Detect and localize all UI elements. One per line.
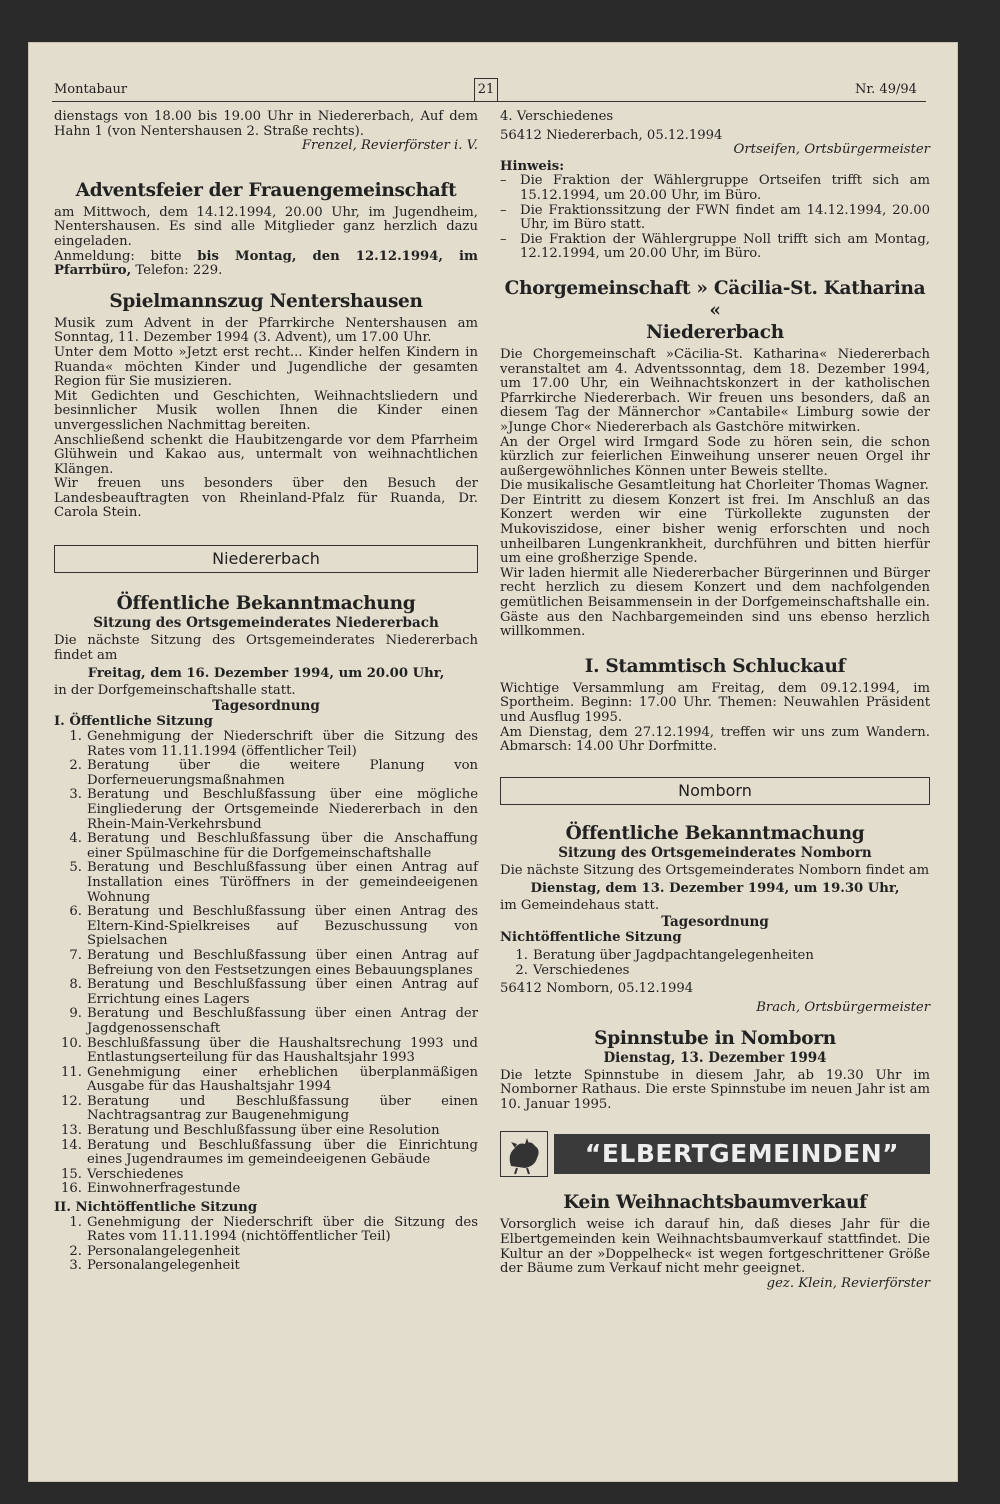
hinweis-text: Die Fraktion der Wählergruppe Noll trifft sich am Montag, 12.12.1994, um 20.00 Uhr, im Büro. [520, 231, 930, 262]
agenda-item-number: 1. [69, 1214, 82, 1230]
chor-p1: Die Chorgemeinschaft »Cäcilia-St. Katharina« Niedererbach veranstaltet am 4. Adventssonntag, dem 18. Dezember 1994, um 17.00 Uhr, ein Weihnachtskonzert in der katholischen Pfarrkirche Niedererbach. Wir freuen uns besonders, daß an diesem Tag der Männerchor »Cantabile« Limburg sowie der »Junge Chor« Niedererbach als Gastchöre mitwirken. [500, 346, 930, 435]
chor-title: Chorgemeinschaft » Cäcilia-St. Katharina « [504, 277, 926, 321]
agenda-item-number: 12. [61, 1093, 82, 1109]
spinnstube-text: Die letzte Spinnstube in diesem Jahr, ab 19.30 Uhr im Nomborner Rathaus. Die erste Spinnstube im neuen Jahr ist am 10. Januar 1995. [500, 1067, 930, 1112]
page-number: 21 [474, 78, 498, 102]
agenda-item-number: 1. [69, 729, 82, 745]
banner-title: “ELBERTGEMEINDEN” [554, 1134, 930, 1174]
agenda-item-number: 11. [61, 1064, 82, 1080]
agenda-item-text: Einwohnerfragestunde [87, 1181, 241, 1197]
nomborn-place-date: 56412 Nomborn, 05.12.1994 [500, 981, 694, 997]
agenda-item-text: Beratung über die weitere Planung von Dorferneuerungsmaßnahmen [87, 758, 478, 788]
frauen-text: am Mittwoch, dem 14.12.1994, 20.00 Uhr, im Jugendheim, Nentershausen. Es sind alle Mitglieder ganz herzlich dazu eingeladen. [54, 204, 478, 249]
agenda-item-text: Genehmigung der Niederschrift über die Sitzung des Rates vom 11.11.1994 (nichtöffentlicher Teil) [87, 1214, 478, 1245]
agenda-item-number: 14. [61, 1137, 82, 1153]
agenda-item-text: Personalangelegenheit [87, 1258, 240, 1274]
agenda-item [54, 949, 478, 978]
issue-number: Nr. 49/94 [855, 82, 917, 97]
chor-p4: Der Eintritt zu diesem Konzert ist frei. Im Anschluß an das Konzert werden wir eine Türkollekte zugunsten der Mukoviszidose, einer bisher wenig erforschten und noch unheilbaren Lungenkrankheit, durchführen und bitten hierfür um eine großherzige Spende. [500, 492, 930, 567]
nomborn-bekanntmachung-title: Öffentliche Bekanntmachung [565, 822, 865, 844]
hinweis-item [500, 174, 930, 203]
spielmann-p2: Unter dem Motto »Jetzt erst recht... Kinder helfen Kindern in Ruanda« möchten Kinder und Jugendliche der gesamten Region für Sie musizieren. [54, 344, 478, 390]
spielmann-title: Spielmannszug Nentershausen [109, 290, 423, 312]
chor-p3: Die musikalische Gesamtleitung hat Chorleiter Thomas Wagner. [500, 478, 929, 494]
weihnacht-signature: gez. Klein, Revierförster [766, 1275, 930, 1291]
agenda-item-text: Personalangelegenheit [87, 1243, 240, 1259]
weihnacht-text: Vorsorglich weise ich darauf hin, daß dieses Jahr für die Elbertgemeinden kein Weihnachtsbaumverkauf stattfindet. Die Kultur an der »Doppelheck« ist wegen fortgeschrittener Größe der Bäume zum Verkauf nicht mehr geeignet. [500, 1217, 930, 1277]
agenda-item-number: 16. [61, 1181, 82, 1197]
agenda-item-number: 15. [61, 1166, 82, 1182]
nomborn-agenda-list [500, 949, 930, 978]
agenda-item [54, 1245, 478, 1260]
agenda-item [54, 1066, 478, 1095]
stammtisch-title: I. Stammtisch Schluckauf [584, 655, 846, 677]
bekanntmachung-text: Die nächste Sitzung des Ortsgemeinderates Niedererbach findet am [54, 633, 478, 663]
rooster-logo-icon [500, 1131, 548, 1177]
agenda-item [500, 949, 930, 964]
agenda-item-number: 10. [61, 1035, 82, 1051]
nomborn-place: im Gemeindehaus statt. [500, 897, 660, 913]
nomborn-text: Die nächste Sitzung des Ortsgemeinderates Nomborn findet am [500, 862, 930, 878]
agenda-item-number: 6. [69, 904, 82, 920]
agenda-item-text: Beschlußfassung über die Haushaltsrechung 1993 und Entlastungserteilung für das Haushaltsjahr 1993 [87, 1035, 478, 1066]
bekanntmachung-title: Öffentliche Bekanntmachung [116, 593, 416, 615]
header-location: Montabaur [54, 82, 128, 97]
dash-icon: – [500, 202, 507, 218]
agenda-item-number: 7. [69, 947, 82, 963]
agenda-item-number: 4. [69, 831, 82, 847]
agenda-item-text: Beratung und Beschlußfassung über die Einrichtung eines Jugendraumes im gemeindeeigenen Gebäude [87, 1137, 478, 1168]
agenda-item-text: Beratung über Jagdpachtangelegenheiten [533, 948, 814, 964]
agenda-item-number: 9. [69, 1006, 82, 1022]
agenda-item [54, 905, 478, 949]
agenda-item [54, 1182, 478, 1197]
agenda-item-4: 4. Verschiedenes [500, 109, 614, 124]
hinweis-item [500, 204, 930, 233]
nomborn-signature: Brach, Ortsbürgermeister [756, 999, 930, 1015]
agenda-item [54, 1095, 478, 1124]
agenda-item-number: 1. [515, 948, 528, 964]
intro-text: dienstags von 18.00 bis 19.00 Uhr in Niedererbach, Auf dem Hahn 1 (von Nentershausen 2. Straße rechts). [54, 109, 478, 139]
chor-title-2: Niedererbach [646, 321, 784, 343]
hinweis-item [500, 233, 930, 262]
agenda-item-text: Beratung und Beschlußfassung über einen Antrag der Jagdgenossenschaft [87, 1006, 478, 1036]
frauen-anmeldung: Anmeldung: bitte bis Montag, den 12.12.1994, im Pfarrbüro, Telefon: 229. [54, 248, 479, 279]
nomborn-agenda-title: Tagesordnung [661, 913, 769, 930]
spielmann-p1: Musik zum Advent in der Pfarrkirche Nentershausen am Sonntag, 11. Dezember 1994 (3. Advent), um 17.00 Uhr. [54, 315, 478, 346]
dash-icon: – [500, 231, 507, 247]
agenda-item [54, 1168, 478, 1183]
agenda-item-number: 2. [69, 1243, 82, 1259]
right-column [500, 110, 930, 1291]
bekanntmachung-date: Freitag, dem 16. Dezember 1994, um 20.00 Uhr, [87, 666, 445, 682]
weihnacht-title: Kein Weihnachtsbaumverkauf [563, 1192, 867, 1214]
agenda-item [54, 832, 478, 861]
agenda-item-text: Beratung und Beschlußfassung über einen Nachtragsantrag zur Baugenehmigung [87, 1093, 478, 1124]
agenda-item-text: Beratung und Beschlußfassung über einen Antrag auf Installation eines Türöffners in der gemeindeeigenen Wohnung [87, 860, 478, 905]
hinweis-list [500, 174, 930, 262]
place-date: 56412 Niedererbach, 05.12.1994 [500, 127, 723, 143]
agenda-item [54, 978, 478, 1007]
agenda-item [54, 1216, 478, 1245]
agenda-item-text: Beratung und Beschlußfassung über die Anschaffung einer Spülmaschine für die Dorfgemeinschaftshalle [87, 831, 478, 861]
nomborn-date: Dienstag, dem 13. Dezember 1994, um 19.30 Uhr, [530, 881, 900, 897]
agenda-item [54, 730, 478, 759]
agenda-item-text: Beratung und Beschlußfassung über einen Antrag auf Errichtung eines Lagers [87, 977, 478, 1007]
agenda-item-number: 3. [69, 1258, 82, 1274]
signature: Ortseifen, Ortsbürgermeister [733, 142, 930, 158]
agenda-item-text: Beratung und Beschlußfassung über einen Antrag des Eltern-Kind-Spielkreises auf Bezuschussung von Spielsachen [87, 904, 478, 949]
agenda-list [54, 730, 478, 1197]
agenda-item-text: Beratung und Beschlußfassung über eine Resolution [87, 1123, 440, 1139]
frauen-title: Adventsfeier der Frauengemeinschaft [75, 179, 457, 201]
agenda-item-text: Verschiedenes [533, 962, 630, 978]
hinweis-title: Hinweis: [500, 158, 565, 174]
agenda-item-text: Verschiedenes [87, 1166, 184, 1182]
agenda-item [54, 788, 478, 832]
agenda-item-number: 13. [61, 1123, 82, 1139]
agenda-item [54, 1124, 478, 1139]
hinweis-text: Die Fraktion der Wählergruppe Ortseifen trifft sich am 15.12.1994, um 20.00 Uhr, im Büro. [520, 173, 930, 203]
section-niedererbach: Niedererbach [54, 545, 478, 573]
agenda-item-number: 2. [515, 962, 528, 978]
public-session-title: I. Öffentliche Sitzung [54, 714, 213, 730]
agenda-item [54, 1259, 478, 1274]
agenda-item-text: Genehmigung einer erheblichen überplanmäßigen Ausgabe für das Haushaltsjahr 1994 [87, 1064, 478, 1095]
stammtisch-p2: Am Dienstag, dem 27.12.1994, treffen wir uns zum Wandern. Abmarsch: 14.00 Uhr Dorfmitte. [500, 724, 930, 755]
chor-p2: An der Orgel wird Irmgard Sode zu hören sein, die schon kürzlich zur feierlichen Einweihung unserer neuen Orgel ihr außergewöhnliches Können unter Beweis stellte. [500, 434, 930, 479]
spielmann-p3: Mit Gedichten und Geschichten, Weihnachtsliedern und besinnlicher Musik wollen Ihnen die Kinder einen unvergesslichen Nachmittag bereiten. [54, 388, 478, 433]
agenda-item-text: Beratung und Beschlußfassung über eine mögliche Eingliederung der Ortsgemeinde Niedererbach in den Rhein-Main-Verkehrsbund [87, 787, 478, 832]
intro-signature: Frenzel, Revierförster i. V. [301, 138, 478, 154]
hinweis-text: Die Fraktionssitzung der FWN findet am 14.12.1994, 20.00 Uhr, im Büro statt. [520, 202, 930, 233]
stammtisch-p1: Wichtige Versammlung am Freitag, dem 09.12.1994, im Sportheim. Beginn: 17.00 Uhr. Themen: Neuwahlen Präsident und Ausflug 1995. [500, 680, 930, 725]
bekanntmachung-place: in der Dorfgemeinschaftshalle statt. [54, 682, 296, 698]
agenda-item-number: 8. [69, 977, 82, 993]
nomborn-bekanntmachung-subtitle: Sitzung des Ortsgemeinderates Nomborn [558, 844, 872, 861]
header-rule [52, 101, 926, 102]
nomborn-private-title: Nichtöffentliche Sitzung [500, 929, 682, 945]
spielmann-p4: Anschließend schenkt die Haubitzengarde vor dem Pfarrheim Glühwein und Kakao aus, untermalt von weihnachtlichen Klängen. [54, 432, 478, 477]
bekanntmachung-subtitle: Sitzung des Ortsgemeinderates Niedererbach [93, 615, 439, 632]
agenda-item [500, 964, 930, 979]
agenda-item [54, 1007, 478, 1036]
agenda-item-number: 3. [69, 787, 82, 803]
chor-p5: Wir laden hiermit alle Niedererbacher Bürgerinnen und Bürger recht herzlich zu diesem Konzert und dem nachfolgenden gemütlichen Beisammensein in der Dorfgemeinschaftshalle ein. Gäste aus den Nachbargemeinden sind uns ebenso herzlich willkommen. [500, 565, 930, 640]
left-column [54, 110, 478, 1274]
agenda-item-text: Beratung und Beschlußfassung über einen Antrag auf Befreiung von den Festsetzungen eines Bebauungsplanes [87, 947, 478, 978]
spielmann-p5: Wir freuen uns besonders über den Besuch der Landesbeauftragten von Rheinland-Pfalz für Ruanda, Dr. Carola Stein. [54, 476, 478, 521]
agenda-item-text: Genehmigung der Niederschrift über die Sitzung des Rates vom 11.11.1994 (öffentlicher Teil) [87, 729, 478, 759]
private-session-title: II. Nichtöffentliche Sitzung [54, 1200, 258, 1216]
spinnstube-title: Spinnstube in Nomborn [594, 1027, 836, 1049]
agenda-item-number: 5. [69, 860, 82, 876]
section-nomborn: Nomborn [500, 777, 930, 805]
agenda-item [54, 759, 478, 788]
agenda-item [54, 1037, 478, 1066]
dash-icon: – [500, 173, 507, 189]
elbertgemeinden-banner [500, 1132, 930, 1176]
agenda-title: Tagesordnung [212, 698, 320, 715]
agenda-item-number: 2. [69, 758, 82, 774]
agenda-item [54, 1139, 478, 1168]
spinnstube-date: Dienstag, 13. Dezember 1994 [603, 1049, 827, 1066]
private-agenda-list [54, 1216, 478, 1274]
agenda-item [54, 861, 478, 905]
